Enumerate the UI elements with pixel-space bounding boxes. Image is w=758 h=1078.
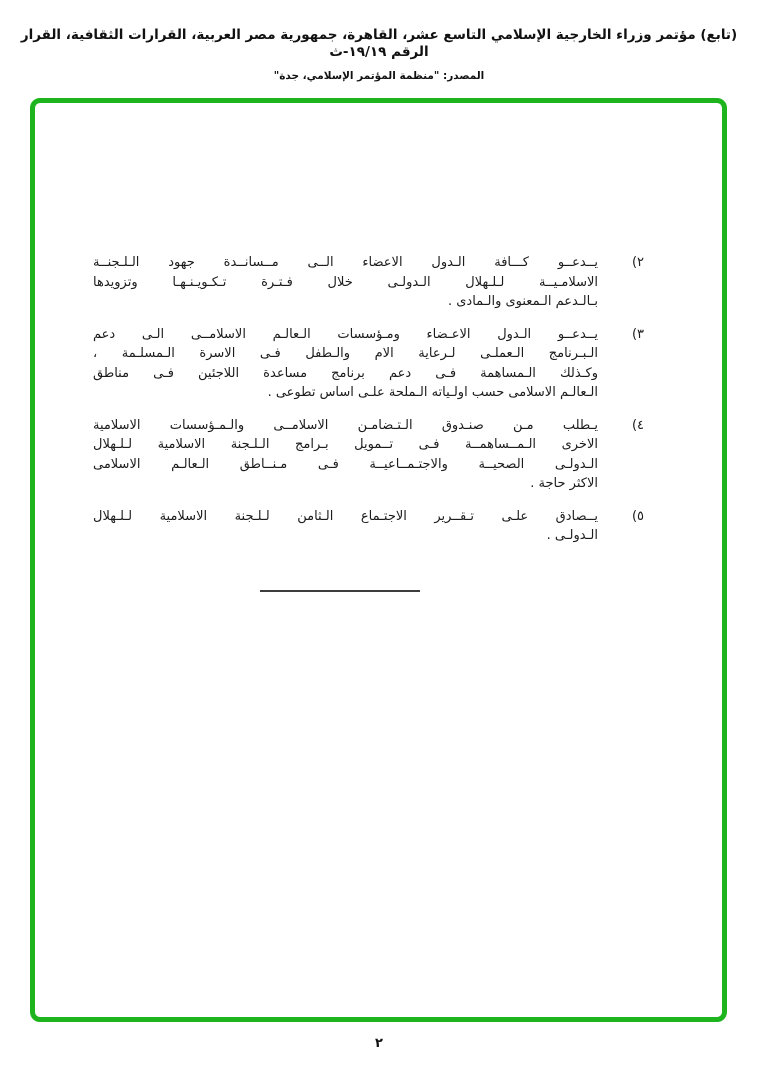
resolution-item-5 <box>35 507 644 546</box>
item-number: ٤) <box>631 417 644 433</box>
item-text <box>93 507 598 546</box>
resolution-body <box>35 103 722 592</box>
resolution-item-4 <box>35 416 644 494</box>
item-text <box>93 416 598 494</box>
page-frame <box>30 98 727 1022</box>
document-header <box>0 0 758 82</box>
header-source: المصدر: "منظمة المؤتمر الإسلامي، جدة" <box>273 70 485 82</box>
item-number: ٣) <box>631 326 644 342</box>
page-number: ٢ <box>375 1036 383 1051</box>
text-line: يــدعــو كـــافة الـدول الاعضاء الــى مــسانــدة جهود الـلـجنــة <box>93 255 598 270</box>
resolution-item-2 <box>35 253 644 312</box>
text-line: الـبـرنامج الـعملـى لـرعاية الام والـطفل فـى الاسرة الـمسلـمة ، <box>93 346 598 361</box>
header-title: (تابع) مؤتمر وزراء الخارجية الإسلامي التاسع عشر، القاهرة، جمهورية مصر العربية، القرارات الثقافية، القرار الرقم ١٩/١٩-ث <box>20 27 738 60</box>
text-line: الاخرى الـمــساهمــة فـى تــمويل بـرامج الـلـجنة الاسلامية لـلـهلال <box>93 437 598 452</box>
text-line: يــدعــو الـدول الاعـضاء ومـؤسسات الـعالـم الاسلامــى الـى دعم <box>93 326 598 342</box>
item-text <box>93 253 598 312</box>
text-line: يـطلب مـن صنـدوق الـتـضامـن الاسلامــى والـمـؤسسات الاسلامية <box>93 417 598 433</box>
item-text <box>93 325 598 403</box>
text-line: بـالـدعم الـمعنوى والـمادى . <box>447 294 598 309</box>
text-line: الاكثر حاجة . <box>530 476 598 491</box>
text-line: يــصادق علـى تـقــرير الاجتـماع الـثامن لـلـجنة الاسلامية لـلـهلال <box>93 508 598 524</box>
text-line: الـعالـم الاسلامى حسب اولـياته الـملحة علـى اساس تطوعى . <box>267 385 598 400</box>
text-line: الـدولـى الصحيــة والاجتـمــاعيــة فـى مـنــاطق الـعالـم الاسلامى <box>93 456 598 472</box>
text-line: وكـذلك الـمساهمة فـى دعم برنامج مساعدة اللاجئين فـى مناطق <box>93 365 598 381</box>
resolution-item-3 <box>35 325 644 403</box>
section-divider <box>260 590 420 592</box>
item-number: ٢) <box>631 255 644 270</box>
item-number: ٥) <box>631 508 644 524</box>
text-line: الاسلامـيــة لـلـهلال الـدولـى خلال فـتـرة تـكـويـنـهـا وتزويدها <box>93 274 598 290</box>
text-line: الـدولـى . <box>546 528 598 543</box>
